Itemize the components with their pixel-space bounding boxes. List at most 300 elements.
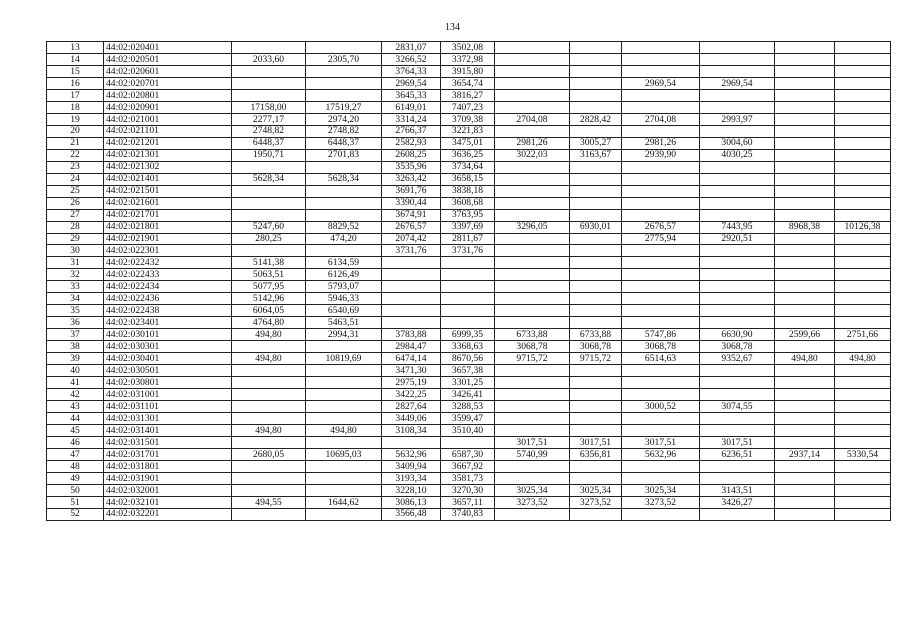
row-number-cell: 27 — [47, 209, 104, 221]
value-cell — [775, 113, 835, 125]
value-cell: 3273,52 — [570, 496, 622, 508]
value-cell: 3636,25 — [441, 149, 495, 161]
value-cell: 3397,69 — [441, 221, 495, 233]
table-row — [47, 101, 891, 113]
value-cell: 2608,25 — [382, 149, 441, 161]
value-cell — [495, 425, 570, 437]
table-row — [47, 377, 891, 389]
value-cell — [775, 149, 835, 161]
cadastral-code-cell: 44:02:021801 — [104, 221, 232, 233]
value-cell: 3734,64 — [441, 161, 495, 173]
value-cell — [835, 281, 891, 293]
value-cell — [835, 496, 891, 508]
value-cell — [495, 365, 570, 377]
value-cell — [495, 377, 570, 389]
value-cell: 2937,14 — [775, 448, 835, 460]
table-row — [47, 281, 891, 293]
value-cell — [835, 185, 891, 197]
value-cell — [622, 281, 700, 293]
row-number-cell: 46 — [47, 436, 104, 448]
value-cell: 9715,72 — [570, 353, 622, 365]
value-cell: 5063,51 — [232, 269, 306, 281]
value-cell — [495, 257, 570, 269]
cadastral-code-cell: 44:02:021501 — [104, 185, 232, 197]
value-cell — [775, 173, 835, 185]
cadastral-code-cell: 44:02:031001 — [104, 389, 232, 401]
value-cell: 3005,27 — [570, 137, 622, 149]
table-row — [47, 484, 891, 496]
row-number-cell: 42 — [47, 389, 104, 401]
value-cell — [700, 173, 775, 185]
cadastral-code-cell: 44:02:031101 — [104, 401, 232, 413]
value-cell: 5463,51 — [306, 317, 382, 329]
value-cell — [570, 425, 622, 437]
value-cell — [775, 65, 835, 77]
value-cell — [622, 125, 700, 137]
value-cell — [775, 245, 835, 257]
value-cell — [700, 209, 775, 221]
value-cell: 5793,07 — [306, 281, 382, 293]
value-cell — [622, 209, 700, 221]
value-cell: 3915,80 — [441, 65, 495, 77]
table-row — [47, 341, 891, 353]
value-cell — [306, 413, 382, 425]
value-cell — [441, 293, 495, 305]
cadastral-code-cell: 44:02:020501 — [104, 53, 232, 65]
value-cell — [232, 341, 306, 353]
value-cell — [441, 436, 495, 448]
value-cell — [775, 42, 835, 54]
value-cell — [570, 101, 622, 113]
value-cell — [232, 245, 306, 257]
table-row — [47, 460, 891, 472]
value-cell — [835, 389, 891, 401]
value-cell — [232, 161, 306, 173]
value-cell — [835, 484, 891, 496]
cadastral-code-cell: 44:02:032101 — [104, 496, 232, 508]
value-cell: 474,20 — [306, 233, 382, 245]
row-number-cell: 47 — [47, 448, 104, 460]
value-cell: 494,80 — [232, 425, 306, 437]
value-cell: 3422,25 — [382, 389, 441, 401]
cadastral-code-cell: 44:02:021201 — [104, 137, 232, 149]
value-cell — [570, 53, 622, 65]
table-row — [47, 317, 891, 329]
table-row — [47, 113, 891, 125]
value-cell: 2766,37 — [382, 125, 441, 137]
value-cell: 3025,34 — [495, 484, 570, 496]
value-cell — [775, 413, 835, 425]
value-cell: 2939,90 — [622, 149, 700, 161]
value-cell — [700, 161, 775, 173]
value-cell — [441, 281, 495, 293]
value-cell: 6540,69 — [306, 305, 382, 317]
value-cell — [306, 185, 382, 197]
value-cell — [570, 508, 622, 520]
value-cell: 3068,78 — [495, 341, 570, 353]
value-cell: 494,80 — [232, 353, 306, 365]
value-cell — [495, 508, 570, 520]
value-cell — [700, 293, 775, 305]
table-row — [47, 149, 891, 161]
value-cell — [495, 173, 570, 185]
value-cell — [700, 185, 775, 197]
value-cell: 2981,26 — [622, 137, 700, 149]
value-cell: 6630,90 — [700, 329, 775, 341]
value-cell — [622, 53, 700, 65]
value-cell — [835, 413, 891, 425]
cadastral-code-cell: 44:02:031701 — [104, 448, 232, 460]
table-row — [47, 197, 891, 209]
value-cell — [835, 125, 891, 137]
value-cell: 2277,17 — [232, 113, 306, 125]
value-cell: 2676,57 — [622, 221, 700, 233]
table-row — [47, 233, 891, 245]
value-cell: 3017,51 — [495, 436, 570, 448]
value-cell: 10126,38 — [835, 221, 891, 233]
row-number-cell: 48 — [47, 460, 104, 472]
value-cell — [306, 484, 382, 496]
value-cell — [835, 113, 891, 125]
value-cell: 3086,13 — [382, 496, 441, 508]
row-number-cell: 24 — [47, 173, 104, 185]
row-number-cell: 28 — [47, 221, 104, 233]
value-cell — [570, 42, 622, 54]
table-row — [47, 365, 891, 377]
row-number-cell: 34 — [47, 293, 104, 305]
value-cell — [570, 125, 622, 137]
value-cell: 2676,57 — [382, 221, 441, 233]
value-cell — [700, 413, 775, 425]
value-cell: 2748,82 — [232, 125, 306, 137]
value-cell: 3017,51 — [570, 436, 622, 448]
value-cell: 3709,38 — [441, 113, 495, 125]
value-cell — [835, 365, 891, 377]
value-cell — [570, 472, 622, 484]
value-cell — [495, 233, 570, 245]
table-row — [47, 125, 891, 137]
table-row — [47, 448, 891, 460]
table-row — [47, 436, 891, 448]
table-row — [47, 508, 891, 520]
value-cell: 5628,34 — [232, 173, 306, 185]
value-cell — [382, 257, 441, 269]
cadastral-code-cell: 44:02:021302 — [104, 161, 232, 173]
value-cell — [700, 317, 775, 329]
value-cell — [622, 101, 700, 113]
value-cell: 5632,96 — [382, 448, 441, 460]
value-cell: 2975,19 — [382, 377, 441, 389]
table-row — [47, 89, 891, 101]
value-cell — [622, 89, 700, 101]
value-cell — [700, 125, 775, 137]
value-cell: 3372,98 — [441, 53, 495, 65]
value-cell — [232, 413, 306, 425]
value-cell — [700, 377, 775, 389]
value-cell — [775, 161, 835, 173]
value-cell — [835, 173, 891, 185]
value-cell: 494,80 — [835, 353, 891, 365]
value-cell — [441, 317, 495, 329]
value-cell — [570, 413, 622, 425]
value-cell — [835, 257, 891, 269]
cadastral-code-cell: 44:02:020601 — [104, 65, 232, 77]
value-cell — [700, 508, 775, 520]
row-number-cell: 18 — [47, 101, 104, 113]
value-cell: 6733,88 — [495, 329, 570, 341]
value-cell — [232, 436, 306, 448]
value-cell: 3816,27 — [441, 89, 495, 101]
value-cell — [306, 77, 382, 89]
value-cell — [775, 365, 835, 377]
value-cell — [775, 233, 835, 245]
value-cell: 3163,67 — [570, 149, 622, 161]
value-cell — [232, 389, 306, 401]
value-cell: 2969,54 — [382, 77, 441, 89]
cadastral-code-cell: 44:02:020801 — [104, 89, 232, 101]
value-cell: 3074,55 — [700, 401, 775, 413]
value-cell — [306, 436, 382, 448]
value-cell — [382, 436, 441, 448]
value-cell — [495, 185, 570, 197]
row-number-cell: 15 — [47, 65, 104, 77]
value-cell: 2974,20 — [306, 113, 382, 125]
cadastral-code-cell: 44:02:031301 — [104, 413, 232, 425]
value-cell: 4764,80 — [232, 317, 306, 329]
value-cell: 6930,01 — [570, 221, 622, 233]
row-number-cell: 33 — [47, 281, 104, 293]
value-cell — [775, 484, 835, 496]
value-cell — [622, 185, 700, 197]
cadastral-code-cell: 44:02:030101 — [104, 329, 232, 341]
value-cell — [835, 401, 891, 413]
value-cell — [835, 101, 891, 113]
value-cell — [570, 317, 622, 329]
table-row — [47, 209, 891, 221]
table-row — [47, 305, 891, 317]
value-cell: 5077,95 — [232, 281, 306, 293]
value-cell — [570, 245, 622, 257]
row-number-cell: 21 — [47, 137, 104, 149]
value-cell — [232, 89, 306, 101]
value-cell: 494,80 — [306, 425, 382, 437]
row-number-cell: 32 — [47, 269, 104, 281]
value-cell — [775, 77, 835, 89]
value-cell: 2775,94 — [622, 233, 700, 245]
value-cell — [835, 269, 891, 281]
value-cell — [622, 389, 700, 401]
value-cell — [570, 173, 622, 185]
value-cell — [700, 460, 775, 472]
value-cell — [835, 137, 891, 149]
value-cell: 2751,66 — [835, 329, 891, 341]
table-row — [47, 53, 891, 65]
value-cell: 3599,47 — [441, 413, 495, 425]
cadastral-code-cell: 44:02:021301 — [104, 149, 232, 161]
value-cell — [441, 269, 495, 281]
value-cell: 6474,14 — [382, 353, 441, 365]
value-cell: 6236,51 — [700, 448, 775, 460]
value-cell: 8670,56 — [441, 353, 495, 365]
value-cell: 3426,41 — [441, 389, 495, 401]
value-cell — [835, 377, 891, 389]
value-cell — [232, 209, 306, 221]
value-cell — [775, 436, 835, 448]
row-number-cell: 31 — [47, 257, 104, 269]
value-cell — [570, 161, 622, 173]
value-cell: 3068,78 — [570, 341, 622, 353]
value-cell — [570, 293, 622, 305]
value-cell — [232, 197, 306, 209]
value-cell — [700, 65, 775, 77]
row-number-cell: 17 — [47, 89, 104, 101]
value-cell: 3273,52 — [622, 496, 700, 508]
value-cell: 3471,30 — [382, 365, 441, 377]
table-row — [47, 269, 891, 281]
value-cell: 10695,03 — [306, 448, 382, 460]
value-cell: 3004,60 — [700, 137, 775, 149]
value-cell: 3314,24 — [382, 113, 441, 125]
value-cell: 3502,08 — [441, 42, 495, 54]
value-cell — [306, 197, 382, 209]
value-cell: 3301,25 — [441, 377, 495, 389]
row-number-cell: 37 — [47, 329, 104, 341]
row-number-cell: 50 — [47, 484, 104, 496]
value-cell — [775, 209, 835, 221]
value-cell: 2704,08 — [495, 113, 570, 125]
value-cell — [775, 377, 835, 389]
value-cell — [700, 245, 775, 257]
row-number-cell: 43 — [47, 401, 104, 413]
value-cell — [622, 161, 700, 173]
value-cell: 5141,38 — [232, 257, 306, 269]
row-number-cell: 41 — [47, 377, 104, 389]
value-cell — [232, 401, 306, 413]
cadastral-code-cell: 44:02:021401 — [104, 173, 232, 185]
value-cell: 3017,51 — [622, 436, 700, 448]
value-cell: 3581,73 — [441, 472, 495, 484]
value-cell — [835, 89, 891, 101]
value-cell — [700, 389, 775, 401]
cadastral-code-cell: 44:02:032001 — [104, 484, 232, 496]
value-cell — [382, 281, 441, 293]
value-cell: 2305,70 — [306, 53, 382, 65]
value-cell — [622, 65, 700, 77]
row-number-cell: 44 — [47, 413, 104, 425]
value-cell: 3657,11 — [441, 496, 495, 508]
value-cell: 6126,49 — [306, 269, 382, 281]
value-cell — [495, 161, 570, 173]
value-cell: 3288,53 — [441, 401, 495, 413]
value-cell: 3108,34 — [382, 425, 441, 437]
value-cell: 9715,72 — [495, 353, 570, 365]
value-cell — [306, 460, 382, 472]
value-cell — [835, 42, 891, 54]
value-cell — [570, 269, 622, 281]
row-number-cell: 45 — [47, 425, 104, 437]
value-cell: 6134,59 — [306, 257, 382, 269]
row-number-cell: 19 — [47, 113, 104, 125]
value-cell: 2074,42 — [382, 233, 441, 245]
row-number-cell: 26 — [47, 197, 104, 209]
value-cell — [622, 508, 700, 520]
value-cell: 3266,52 — [382, 53, 441, 65]
value-cell: 2981,26 — [495, 137, 570, 149]
value-cell — [570, 89, 622, 101]
value-cell — [835, 436, 891, 448]
cadastral-code-cell: 44:02:031901 — [104, 472, 232, 484]
value-cell: 5747,86 — [622, 329, 700, 341]
table-row — [47, 496, 891, 508]
value-cell — [306, 42, 382, 54]
value-cell: 7443,95 — [700, 221, 775, 233]
value-cell: 3740,83 — [441, 508, 495, 520]
value-cell — [622, 42, 700, 54]
value-cell: 3449,06 — [382, 413, 441, 425]
value-cell — [232, 65, 306, 77]
value-cell — [622, 365, 700, 377]
value-cell: 3783,88 — [382, 329, 441, 341]
value-cell — [232, 365, 306, 377]
value-cell — [306, 401, 382, 413]
row-number-cell: 49 — [47, 472, 104, 484]
value-cell — [622, 197, 700, 209]
value-cell: 3566,48 — [382, 508, 441, 520]
value-cell: 7407,23 — [441, 101, 495, 113]
value-cell: 2599,66 — [775, 329, 835, 341]
row-number-cell: 22 — [47, 149, 104, 161]
value-cell: 3273,52 — [495, 496, 570, 508]
value-cell — [835, 508, 891, 520]
value-cell: 9352,67 — [700, 353, 775, 365]
value-cell — [570, 377, 622, 389]
value-cell — [495, 317, 570, 329]
table-row — [47, 353, 891, 365]
value-cell — [495, 269, 570, 281]
value-cell — [835, 149, 891, 161]
value-cell — [306, 472, 382, 484]
cadastral-code-cell: 44:02:030401 — [104, 353, 232, 365]
cadastral-code-cell: 44:02:020401 — [104, 42, 232, 54]
value-cell — [622, 173, 700, 185]
cadastral-code-cell: 44:02:031801 — [104, 460, 232, 472]
value-cell — [700, 197, 775, 209]
value-cell: 5330,54 — [835, 448, 891, 460]
value-cell: 3143,51 — [700, 484, 775, 496]
value-cell: 3657,38 — [441, 365, 495, 377]
value-cell — [775, 185, 835, 197]
value-cell: 3667,92 — [441, 460, 495, 472]
value-cell: 1644,62 — [306, 496, 382, 508]
value-cell — [775, 197, 835, 209]
value-cell: 6514,63 — [622, 353, 700, 365]
table-row — [47, 221, 891, 233]
value-cell — [775, 137, 835, 149]
value-cell — [622, 413, 700, 425]
value-cell — [441, 257, 495, 269]
row-number-cell: 13 — [47, 42, 104, 54]
value-cell — [622, 317, 700, 329]
cadastral-code-cell: 44:02:030301 — [104, 341, 232, 353]
value-cell — [835, 245, 891, 257]
value-cell — [232, 460, 306, 472]
value-cell: 494,80 — [232, 329, 306, 341]
value-cell: 494,80 — [775, 353, 835, 365]
value-cell: 2704,08 — [622, 113, 700, 125]
value-cell — [700, 472, 775, 484]
value-cell — [306, 365, 382, 377]
value-cell: 3296,05 — [495, 221, 570, 233]
